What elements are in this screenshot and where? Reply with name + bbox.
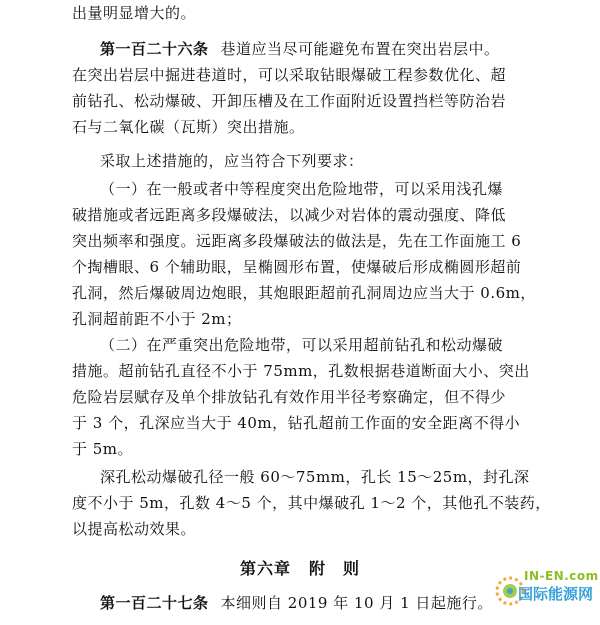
article-126-label: 第一百二十六条: [100, 40, 209, 58]
article-127-text: 本细则自 2019 年 10 月 1 日起施行。: [220, 594, 493, 612]
text-line: 危险岩层赋存及单个排放钻孔有效作用半径考察确定，但不得少: [72, 388, 507, 406]
chapter-number: 第六章: [239, 559, 291, 578]
text-line: 度不小于 5m，孔数 4～5 个，其中爆破孔 1～2 个，其他孔不装药，: [72, 494, 551, 512]
text-line: 石与二氧化碳（瓦斯）突出措施。: [72, 118, 305, 136]
watermark-site: IN-EN.com: [524, 569, 599, 583]
article-127-label: 第一百二十七条: [100, 594, 209, 612]
text-line: 突出频率和强度。远距离多段爆破法的做法是，先在工作面施工 6: [72, 232, 522, 250]
text-line: 前钻孔、松动爆破、开卸压槽及在工作面附近设置挡栏等防治岩: [72, 92, 507, 110]
text-line: （一）在一般或者中等程度突出危险地带，可以采用浅孔爆: [100, 180, 504, 198]
text-line: 个掏槽眼、6 个辅助眼，呈椭圆形布置，使爆破后形成椭圆形超前: [72, 258, 522, 276]
text-line: 深孔松动爆破孔径一般 60～75mm，孔长 15～25m，封孔深: [100, 468, 530, 486]
text-line: （二）在严重突出危险地带，可以采用超前钻孔和松动爆破: [100, 336, 504, 354]
text-line: 以提高松动效果。: [72, 520, 197, 538]
text-line: 采取上述措施的，应当符合下列要求：: [100, 152, 364, 170]
text-line: 孔洞，然后爆破周边炮眼，其炮眼距超前孔洞周边应当大于 0.6m，: [72, 284, 536, 302]
text-line: 措施。超前钻孔直径不小于 75mm，孔数根据巷道断面大小、突出: [72, 362, 530, 380]
watermark-name: 国际能源网: [518, 585, 594, 603]
text-line: 于 3 个，孔深应当大于 40m，钻孔超前工作面的安全距离不得小: [72, 414, 521, 432]
text-line: 孔洞超前距不小于 2m；: [72, 310, 242, 328]
text-line: 于 5m。: [72, 440, 134, 458]
article-126-first-line: [100, 38, 570, 60]
in-en-watermark-logo: [490, 569, 599, 621]
text-line: 巷道应当尽可能避免布置在突出岩层中。: [220, 40, 500, 58]
text-line: 在突出岩层中掘进巷道时，可以采取钻眼爆破工程参数优化、超: [72, 66, 507, 84]
text-line: 出量明显增大的。: [72, 4, 197, 22]
chapter-title: 附 则: [309, 559, 361, 578]
text-line: 破措施或者远距离多段爆破法，以减少对岩体的震动强度、降低: [72, 206, 507, 224]
